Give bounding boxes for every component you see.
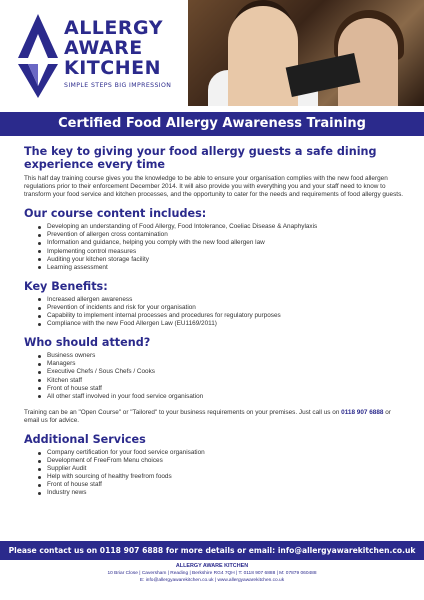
training-note <box>24 409 404 425</box>
logo-tagline: SIMPLE STEPS BIG IMPRESSION <box>64 82 172 89</box>
list-item: Implementing control measures <box>38 248 404 256</box>
list-item: Company certification for your food service organisation <box>38 449 404 457</box>
list-item: Business owners <box>38 352 404 360</box>
footer-address: 10 Briar Close | Caversham | Reading | Berkshire RG4 7QH | T: 0118 907 6888 | M: 07879 060488 <box>107 571 317 576</box>
list-item: Executive Chefs / Sous Chefs / Cooks <box>38 368 404 376</box>
training-note-end: or email us for advice. <box>24 408 391 424</box>
section-heading-course: Our course content includes: <box>24 207 207 221</box>
list-item: Development of FreeFrom Menu choices <box>38 457 404 465</box>
footer-contact-bar: Please contact us on 0118 907 6888 for more details or email: info@allergyawarekitchen.co.uk <box>0 541 424 560</box>
footer-company: ALLERGY AWARE KITCHEN <box>175 563 249 569</box>
training-note-text: Training can be an "Open Course" or "Tailored" to your business requirements on your premises. Just call us on <box>24 408 342 416</box>
logo <box>18 14 178 98</box>
footer-info <box>0 563 424 584</box>
course-list <box>24 223 404 272</box>
logo-text <box>64 18 171 89</box>
list-item: Information and guidance, helping you comply with the new food allergen law <box>38 239 404 247</box>
list-item: Industry news <box>38 489 404 497</box>
logo-line-3: KITCHEN <box>64 57 161 79</box>
lead-body: This half day training course gives you the knowledge to be able to ensure your organisation complies with the new food allergen regulations prior to their enforcement December 2014. It will also provide you with everything you and your staff need to know to transform your food service and kitchen processes, and the opportunity to cater for the needs and requirements of food allergy guests. <box>24 175 404 199</box>
list-item: Help with sourcing of healthy freefrom foods <box>38 473 404 481</box>
logo-chevron-icon <box>18 14 58 98</box>
section-heading-benefits: Key Benefits: <box>24 279 108 293</box>
list-item: Compliance with the new Food Allergen Law (EU1169/2011) <box>38 320 404 328</box>
header-photo <box>188 0 424 106</box>
list-item: Capability to implement internal processes and procedures for regulatory purposes <box>38 312 404 320</box>
section-heading-attend: Who should attend? <box>24 336 151 350</box>
list-item: All other staff involved in your food service organisation <box>38 393 404 401</box>
banner-title: Certified Food Allergy Awareness Training <box>0 112 424 136</box>
list-item: Developing an understanding of Food Allergy, Food Intolerance, Coeliac Disease & Anaphylaxis <box>38 223 404 231</box>
additional-list <box>24 449 404 498</box>
list-item: Increased allergen awareness <box>38 296 404 304</box>
main-content <box>24 145 404 498</box>
list-item: Kitchen staff <box>38 377 404 385</box>
logo-line-2: AWARE <box>64 37 143 59</box>
list-item: Supplier Audit <box>38 465 404 473</box>
attend-list <box>24 352 404 401</box>
logo-line-1: ALLERGY <box>64 17 163 39</box>
list-item: Prevention of allergen cross contamination <box>38 231 404 239</box>
benefits-list <box>24 296 404 328</box>
list-item: Auditing your kitchen storage facility <box>38 256 404 264</box>
list-item: Front of house staff <box>38 481 404 489</box>
header <box>0 0 424 106</box>
training-phone-link[interactable]: 0118 907 6888 <box>341 408 384 416</box>
list-item: Managers <box>38 360 404 368</box>
list-item: Prevention of incidents and risk for your organisation <box>38 304 404 312</box>
lead-heading: The key to giving your food allergy guests a safe dining experience every time <box>24 145 377 171</box>
list-item: Learning assessment <box>38 264 404 272</box>
list-item: Front of house staff <box>38 385 404 393</box>
footer-web-link[interactable]: E: info@allergyawarekitchen.co.uk | www.allergyawarekitchen.co.uk <box>139 578 285 583</box>
section-heading-additional: Additional Services <box>24 432 146 446</box>
